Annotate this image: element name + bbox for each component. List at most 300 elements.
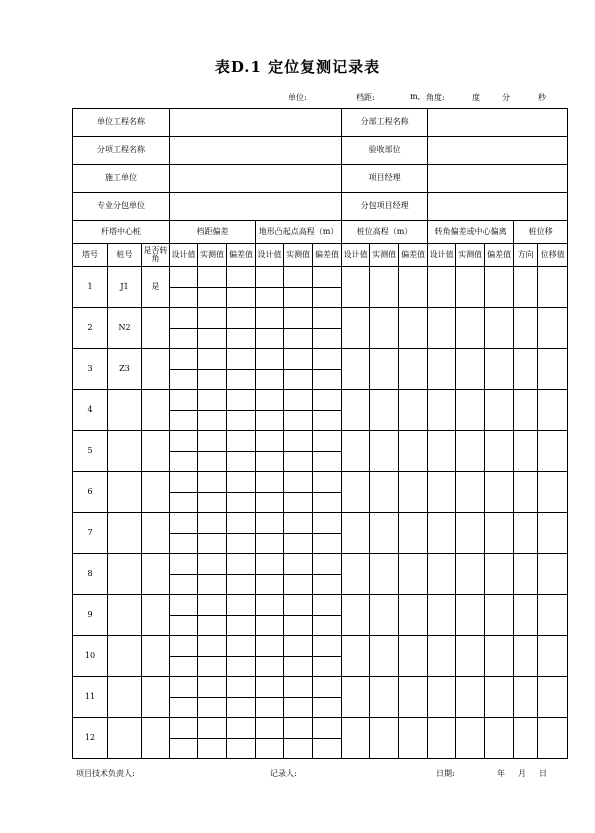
value-cell[interactable]	[428, 554, 456, 595]
split-cell-upper[interactable]	[198, 267, 226, 288]
is-corner-cell[interactable]	[142, 595, 170, 636]
split-cell-upper[interactable]	[198, 554, 226, 575]
split-cell-upper[interactable]	[313, 267, 341, 288]
pile-number-cell[interactable]	[108, 390, 142, 431]
split-cell-lower[interactable]	[256, 739, 283, 759]
split-value-cell[interactable]	[227, 308, 256, 349]
split-cell-lower[interactable]	[198, 698, 226, 718]
value-cell[interactable]	[456, 718, 485, 759]
value-cell[interactable]	[370, 636, 399, 677]
value-cell[interactable]	[514, 718, 538, 759]
value-cell[interactable]	[428, 267, 456, 308]
split-cell-upper[interactable]	[256, 472, 283, 493]
split-cell-lower[interactable]	[256, 288, 283, 308]
is-corner-cell[interactable]	[142, 472, 170, 513]
split-cell-upper[interactable]	[284, 554, 312, 575]
split-cell-lower[interactable]	[313, 329, 341, 349]
split-cell-lower[interactable]	[227, 657, 255, 677]
split-value-cell[interactable]	[170, 513, 198, 554]
value-cell[interactable]	[485, 349, 514, 390]
split-value-cell[interactable]	[198, 677, 227, 718]
split-cell-lower[interactable]	[198, 657, 226, 677]
split-value-cell[interactable]	[313, 349, 342, 390]
split-cell-upper[interactable]	[227, 431, 255, 452]
split-cell-upper[interactable]	[284, 349, 312, 370]
split-cell-lower[interactable]	[313, 657, 341, 677]
pile-number-cell[interactable]	[108, 636, 142, 677]
split-cell-upper[interactable]	[256, 390, 283, 411]
value-cell[interactable]	[399, 308, 428, 349]
split-cell-upper[interactable]	[313, 308, 341, 329]
split-cell-upper[interactable]	[284, 431, 312, 452]
value-cell[interactable]	[428, 718, 456, 759]
value-cell[interactable]	[538, 472, 568, 513]
value-cell[interactable]	[428, 349, 456, 390]
value-cell[interactable]	[456, 554, 485, 595]
value-cell[interactable]	[456, 349, 485, 390]
split-cell-lower[interactable]	[256, 370, 283, 390]
split-value-cell[interactable]	[227, 349, 256, 390]
is-corner-cell[interactable]	[142, 718, 170, 759]
split-cell-lower[interactable]	[256, 329, 283, 349]
split-value-cell[interactable]	[227, 267, 256, 308]
value-cell[interactable]	[485, 554, 514, 595]
value-cell[interactable]	[342, 472, 370, 513]
split-cell-lower[interactable]	[227, 411, 255, 431]
value-cell[interactable]	[428, 595, 456, 636]
split-cell-lower[interactable]	[227, 534, 255, 554]
value-cell[interactable]	[514, 267, 538, 308]
split-cell-lower[interactable]	[170, 329, 197, 349]
is-corner-cell[interactable]	[142, 308, 170, 349]
split-value-cell[interactable]	[198, 554, 227, 595]
split-cell-upper[interactable]	[170, 472, 197, 493]
split-cell-lower[interactable]	[284, 657, 312, 677]
value-cell[interactable]	[456, 267, 485, 308]
value-cell[interactable]	[538, 267, 568, 308]
split-cell-upper[interactable]	[313, 390, 341, 411]
value-cell[interactable]	[370, 349, 399, 390]
value-cell[interactable]	[514, 431, 538, 472]
pile-number-cell[interactable]: J1	[108, 267, 142, 308]
value-cell[interactable]	[538, 677, 568, 718]
split-cell-lower[interactable]	[198, 493, 226, 513]
pile-number-cell[interactable]	[108, 513, 142, 554]
split-value-cell[interactable]	[284, 677, 313, 718]
value-cell[interactable]	[485, 513, 514, 554]
value-cell[interactable]	[399, 677, 428, 718]
split-cell-lower[interactable]	[170, 370, 197, 390]
value-cell[interactable]	[370, 554, 399, 595]
value-cell[interactable]	[428, 513, 456, 554]
value-cell[interactable]	[514, 308, 538, 349]
acceptance-part-field[interactable]	[428, 137, 568, 165]
split-cell-lower[interactable]	[227, 370, 255, 390]
value-cell[interactable]	[342, 718, 370, 759]
is-corner-cell[interactable]: 是	[142, 267, 170, 308]
split-cell-lower[interactable]	[227, 493, 255, 513]
split-cell-upper[interactable]	[198, 677, 226, 698]
value-cell[interactable]	[370, 390, 399, 431]
split-value-cell[interactable]	[227, 718, 256, 759]
split-cell-upper[interactable]	[198, 431, 226, 452]
split-cell-upper[interactable]	[170, 595, 197, 616]
split-value-cell[interactable]	[284, 431, 313, 472]
value-cell[interactable]	[428, 390, 456, 431]
value-cell[interactable]	[342, 595, 370, 636]
split-cell-lower[interactable]	[313, 534, 341, 554]
split-cell-lower[interactable]	[313, 411, 341, 431]
split-cell-upper[interactable]	[313, 513, 341, 534]
split-value-cell[interactable]	[256, 718, 284, 759]
value-cell[interactable]	[514, 349, 538, 390]
value-cell[interactable]	[399, 718, 428, 759]
split-value-cell[interactable]	[256, 554, 284, 595]
split-value-cell[interactable]	[170, 349, 198, 390]
value-cell[interactable]	[514, 390, 538, 431]
split-cell-upper[interactable]	[170, 349, 197, 370]
split-cell-lower[interactable]	[284, 370, 312, 390]
split-cell-lower[interactable]	[284, 288, 312, 308]
value-cell[interactable]	[342, 431, 370, 472]
value-cell[interactable]	[514, 554, 538, 595]
split-value-cell[interactable]	[170, 308, 198, 349]
split-cell-lower[interactable]	[313, 616, 341, 636]
value-cell[interactable]	[538, 636, 568, 677]
split-cell-upper[interactable]	[284, 308, 312, 329]
split-cell-upper[interactable]	[256, 554, 283, 575]
split-value-cell[interactable]	[284, 718, 313, 759]
split-cell-lower[interactable]	[284, 452, 312, 472]
split-value-cell[interactable]	[313, 595, 342, 636]
split-cell-upper[interactable]	[170, 267, 197, 288]
value-cell[interactable]	[485, 308, 514, 349]
value-cell[interactable]	[399, 554, 428, 595]
split-cell-lower[interactable]	[198, 370, 226, 390]
value-cell[interactable]	[370, 431, 399, 472]
split-cell-upper[interactable]	[227, 513, 255, 534]
value-cell[interactable]	[342, 267, 370, 308]
value-cell[interactable]	[485, 718, 514, 759]
value-cell[interactable]	[485, 472, 514, 513]
split-cell-upper[interactable]	[227, 595, 255, 616]
value-cell[interactable]	[538, 390, 568, 431]
split-cell-lower[interactable]	[256, 452, 283, 472]
value-cell[interactable]	[456, 308, 485, 349]
value-cell[interactable]	[399, 267, 428, 308]
value-cell[interactable]	[456, 472, 485, 513]
split-cell-upper[interactable]	[284, 718, 312, 739]
pile-number-cell[interactable]	[108, 554, 142, 595]
split-cell-upper[interactable]	[284, 677, 312, 698]
split-cell-lower[interactable]	[256, 698, 283, 718]
split-value-cell[interactable]	[198, 431, 227, 472]
split-cell-lower[interactable]	[170, 534, 197, 554]
split-cell-upper[interactable]	[284, 390, 312, 411]
split-cell-upper[interactable]	[256, 677, 283, 698]
value-cell[interactable]	[485, 431, 514, 472]
pile-number-cell[interactable]	[108, 677, 142, 718]
split-value-cell[interactable]	[256, 636, 284, 677]
value-cell[interactable]	[485, 677, 514, 718]
split-value-cell[interactable]	[227, 513, 256, 554]
value-cell[interactable]	[428, 431, 456, 472]
split-cell-lower[interactable]	[198, 616, 226, 636]
split-cell-upper[interactable]	[198, 308, 226, 329]
split-cell-lower[interactable]	[284, 534, 312, 554]
pile-number-cell[interactable]: N2	[108, 308, 142, 349]
split-cell-upper[interactable]	[256, 718, 283, 739]
split-value-cell[interactable]	[198, 472, 227, 513]
split-cell-upper[interactable]	[256, 595, 283, 616]
split-cell-upper[interactable]	[198, 349, 226, 370]
split-cell-upper[interactable]	[198, 472, 226, 493]
split-cell-upper[interactable]	[313, 595, 341, 616]
split-cell-upper[interactable]	[284, 636, 312, 657]
split-cell-upper[interactable]	[227, 636, 255, 657]
split-cell-lower[interactable]	[284, 698, 312, 718]
value-cell[interactable]	[456, 636, 485, 677]
split-value-cell[interactable]	[198, 595, 227, 636]
split-value-cell[interactable]	[313, 472, 342, 513]
value-cell[interactable]	[485, 267, 514, 308]
split-cell-lower[interactable]	[284, 411, 312, 431]
is-corner-cell[interactable]	[142, 431, 170, 472]
sub-project-manager-field[interactable]	[428, 193, 568, 221]
split-cell-upper[interactable]	[198, 718, 226, 739]
value-cell[interactable]	[428, 308, 456, 349]
split-cell-lower[interactable]	[256, 534, 283, 554]
value-cell[interactable]	[370, 472, 399, 513]
value-cell[interactable]	[456, 677, 485, 718]
value-cell[interactable]	[538, 431, 568, 472]
is-corner-cell[interactable]	[142, 390, 170, 431]
split-cell-upper[interactable]	[313, 554, 341, 575]
value-cell[interactable]	[399, 390, 428, 431]
split-cell-upper[interactable]	[313, 431, 341, 452]
split-value-cell[interactable]	[256, 349, 284, 390]
split-cell-upper[interactable]	[170, 431, 197, 452]
split-value-cell[interactable]	[198, 308, 227, 349]
split-cell-lower[interactable]	[313, 493, 341, 513]
subcontractor-field[interactable]	[170, 193, 342, 221]
split-value-cell[interactable]	[284, 513, 313, 554]
value-cell[interactable]	[342, 308, 370, 349]
split-value-cell[interactable]	[198, 636, 227, 677]
value-cell[interactable]	[342, 349, 370, 390]
split-cell-lower[interactable]	[284, 739, 312, 759]
split-cell-lower[interactable]	[227, 698, 255, 718]
project-manager-field[interactable]	[428, 165, 568, 193]
split-cell-upper[interactable]	[256, 636, 283, 657]
split-value-cell[interactable]	[256, 472, 284, 513]
split-cell-upper[interactable]	[227, 554, 255, 575]
split-value-cell[interactable]	[227, 554, 256, 595]
split-value-cell[interactable]	[256, 267, 284, 308]
split-cell-upper[interactable]	[313, 718, 341, 739]
split-value-cell[interactable]	[170, 431, 198, 472]
split-value-cell[interactable]	[284, 554, 313, 595]
split-cell-upper[interactable]	[227, 349, 255, 370]
value-cell[interactable]	[342, 513, 370, 554]
split-cell-upper[interactable]	[313, 636, 341, 657]
split-cell-lower[interactable]	[313, 575, 341, 595]
split-cell-upper[interactable]	[313, 677, 341, 698]
value-cell[interactable]	[370, 267, 399, 308]
split-value-cell[interactable]	[284, 308, 313, 349]
split-cell-lower[interactable]	[313, 370, 341, 390]
split-cell-lower[interactable]	[227, 616, 255, 636]
value-cell[interactable]	[399, 513, 428, 554]
split-cell-upper[interactable]	[227, 677, 255, 698]
value-cell[interactable]	[514, 472, 538, 513]
split-value-cell[interactable]	[256, 513, 284, 554]
split-value-cell[interactable]	[170, 636, 198, 677]
construction-unit-field[interactable]	[170, 165, 342, 193]
item-project-field[interactable]	[170, 137, 342, 165]
split-cell-lower[interactable]	[198, 739, 226, 759]
unit-project-field[interactable]	[170, 109, 342, 137]
split-cell-lower[interactable]	[313, 288, 341, 308]
split-cell-upper[interactable]	[198, 390, 226, 411]
split-value-cell[interactable]	[313, 267, 342, 308]
split-cell-lower[interactable]	[284, 575, 312, 595]
value-cell[interactable]	[514, 595, 538, 636]
split-cell-lower[interactable]	[256, 616, 283, 636]
value-cell[interactable]	[538, 554, 568, 595]
value-cell[interactable]	[399, 595, 428, 636]
value-cell[interactable]	[370, 718, 399, 759]
pile-number-cell[interactable]	[108, 595, 142, 636]
split-cell-lower[interactable]	[170, 493, 197, 513]
split-value-cell[interactable]	[284, 595, 313, 636]
value-cell[interactable]	[538, 308, 568, 349]
split-cell-lower[interactable]	[198, 329, 226, 349]
split-cell-lower[interactable]	[170, 452, 197, 472]
split-cell-upper[interactable]	[256, 349, 283, 370]
split-value-cell[interactable]	[227, 595, 256, 636]
split-cell-lower[interactable]	[170, 698, 197, 718]
value-cell[interactable]	[399, 472, 428, 513]
split-value-cell[interactable]	[198, 718, 227, 759]
value-cell[interactable]	[370, 595, 399, 636]
split-value-cell[interactable]	[198, 390, 227, 431]
is-corner-cell[interactable]	[142, 636, 170, 677]
split-cell-upper[interactable]	[170, 308, 197, 329]
split-value-cell[interactable]	[170, 472, 198, 513]
split-cell-lower[interactable]	[256, 657, 283, 677]
split-value-cell[interactable]	[170, 677, 198, 718]
split-value-cell[interactable]	[227, 636, 256, 677]
split-cell-lower[interactable]	[170, 616, 197, 636]
split-cell-upper[interactable]	[256, 308, 283, 329]
split-value-cell[interactable]	[227, 472, 256, 513]
value-cell[interactable]	[370, 677, 399, 718]
split-value-cell[interactable]	[313, 554, 342, 595]
split-cell-upper[interactable]	[227, 472, 255, 493]
value-cell[interactable]	[399, 636, 428, 677]
split-cell-lower[interactable]	[227, 452, 255, 472]
value-cell[interactable]	[538, 513, 568, 554]
split-cell-lower[interactable]	[313, 452, 341, 472]
split-cell-upper[interactable]	[256, 267, 283, 288]
value-cell[interactable]	[428, 636, 456, 677]
split-cell-lower[interactable]	[227, 329, 255, 349]
split-cell-lower[interactable]	[256, 411, 283, 431]
split-value-cell[interactable]	[227, 677, 256, 718]
split-cell-upper[interactable]	[198, 636, 226, 657]
split-cell-lower[interactable]	[313, 698, 341, 718]
split-value-cell[interactable]	[313, 677, 342, 718]
split-cell-upper[interactable]	[227, 308, 255, 329]
value-cell[interactable]	[370, 513, 399, 554]
split-cell-lower[interactable]	[227, 739, 255, 759]
value-cell[interactable]	[428, 472, 456, 513]
split-cell-lower[interactable]	[170, 575, 197, 595]
split-cell-upper[interactable]	[227, 267, 255, 288]
value-cell[interactable]	[399, 431, 428, 472]
is-corner-cell[interactable]	[142, 677, 170, 718]
split-value-cell[interactable]	[313, 308, 342, 349]
split-cell-lower[interactable]	[198, 411, 226, 431]
split-cell-upper[interactable]	[284, 267, 312, 288]
value-cell[interactable]	[485, 636, 514, 677]
split-cell-upper[interactable]	[284, 513, 312, 534]
split-value-cell[interactable]	[256, 677, 284, 718]
pile-number-cell[interactable]	[108, 431, 142, 472]
split-value-cell[interactable]	[284, 472, 313, 513]
value-cell[interactable]	[538, 718, 568, 759]
split-value-cell[interactable]	[284, 349, 313, 390]
value-cell[interactable]	[514, 513, 538, 554]
value-cell[interactable]	[456, 390, 485, 431]
split-cell-upper[interactable]	[284, 595, 312, 616]
value-cell[interactable]	[370, 308, 399, 349]
split-value-cell[interactable]	[170, 390, 198, 431]
split-cell-lower[interactable]	[198, 534, 226, 554]
split-cell-upper[interactable]	[227, 390, 255, 411]
pile-number-cell[interactable]	[108, 472, 142, 513]
value-cell[interactable]	[514, 636, 538, 677]
split-cell-lower[interactable]	[198, 575, 226, 595]
split-cell-lower[interactable]	[227, 288, 255, 308]
split-cell-lower[interactable]	[198, 452, 226, 472]
split-value-cell[interactable]	[170, 595, 198, 636]
split-cell-upper[interactable]	[170, 636, 197, 657]
split-cell-lower[interactable]	[198, 288, 226, 308]
value-cell[interactable]	[342, 554, 370, 595]
split-value-cell[interactable]	[313, 718, 342, 759]
value-cell[interactable]	[514, 677, 538, 718]
value-cell[interactable]	[538, 349, 568, 390]
value-cell[interactable]	[456, 513, 485, 554]
split-cell-upper[interactable]	[313, 472, 341, 493]
is-corner-cell[interactable]	[142, 513, 170, 554]
is-corner-cell[interactable]	[142, 554, 170, 595]
sub-project-field[interactable]	[428, 109, 568, 137]
split-value-cell[interactable]	[198, 267, 227, 308]
value-cell[interactable]	[456, 595, 485, 636]
split-cell-upper[interactable]	[256, 513, 283, 534]
split-cell-lower[interactable]	[227, 575, 255, 595]
split-cell-upper[interactable]	[313, 349, 341, 370]
split-cell-lower[interactable]	[170, 411, 197, 431]
split-value-cell[interactable]	[198, 349, 227, 390]
split-value-cell[interactable]	[256, 390, 284, 431]
split-value-cell[interactable]	[170, 267, 198, 308]
split-cell-upper[interactable]	[170, 390, 197, 411]
split-cell-lower[interactable]	[284, 616, 312, 636]
